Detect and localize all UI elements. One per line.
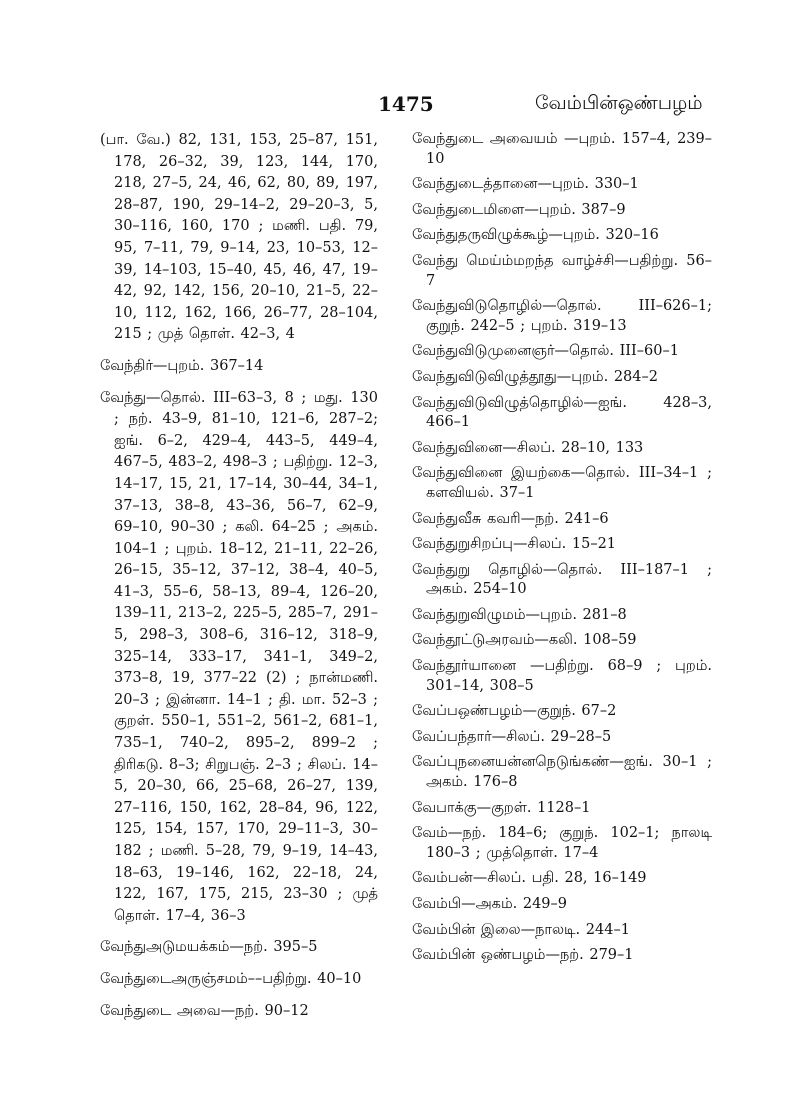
index-entry: வேந்துறுசிறப்பு—சிலப். 15–21 — [412, 536, 617, 553]
index-entry: வேந்துவினை—சிலப். 28–10, 133 — [412, 439, 644, 456]
index-entry: (பா. வே.) 82, 131, 153, 25–87, 151, 178, 26–32, 39, 123, 144, 170, 218, 27–5, 24, 46, 62, 80, 89, 197, 28–87, 190, 29–14–2, 29–20–3, 5, 30–116, 160, 170 ; மணி. பதி. 79, 95, 7–11, 79, 9–14, 23, 10–53, 12–39, 14–103, 15–40, 45, 46, 47, 19–42, 92, 142, 156, 20–10, 21–5, 22–10, 112, 162, 166, 26–77, 28–104, 215 ; முத் தொள். 42–3, 4 — [100, 132, 378, 343]
index-entry: வேந்து மெய்ம்மறந்த வாழ்ச்சி—பதிற்று. 56–7 — [412, 252, 712, 289]
index-entry: வேந்துடை அவையம் —புறம். 157–4, 239–10 — [412, 131, 712, 167]
index-entry: வேந்துவீசு கவரி—நற். 241–6 — [412, 510, 609, 527]
index-entry: வேந்துவிடுவிழுத்தூது—புறம். 284–2 — [412, 368, 658, 385]
index-entry: வேந்துஅடுமயக்கம்—நற். 395–5 — [100, 939, 318, 956]
index-entry: வேப்புநனையன்னநெடுங்கண்—ஐங். 30–1 ; அகம். 176–8 — [412, 754, 712, 791]
index-entry: வேந்துவிடுமுனைஞர்—தொல். III–60–1 — [412, 343, 679, 360]
left-column — [100, 130, 378, 1032]
index-entry: வேந்துடைமிளை—புறம். 387–9 — [412, 201, 626, 218]
page-header — [0, 92, 800, 122]
running-head: வேம்பின்ஒண்பழம் — [535, 92, 703, 114]
index-entry: வேப்பந்தார்—சிலப். 29–28–5 — [412, 728, 612, 745]
index-entry: வேந்துறு தொழில்—தொல். III–187–1 ; அகம். 254–10 — [412, 561, 712, 598]
index-entry: வேந்துறுவிழுமம்—புறம். 281–8 — [412, 606, 627, 623]
index-entry: வேந்தூர்யானை —பதிற்று. 68–9 ; புறம். 301–14, 308–5 — [412, 658, 712, 694]
index-entry: வேந்து—தொல். III–63–3, 8 ; மது. 130 ; நற். 43–9, 81–10, 121–6, 287–2; ஐங். 6–2, 429–4, 443–5, 449–4, 467–5, 483–2, 498–3 ; பதிற்று. 12–3, 14–17, 15, 21, 17–14, 30–44, 34–1, 37–13, 38–8, 43–36, 56–7, 62–9, 69–10, 90–30 ; கலி. 64–25 ; அகம். 104–1 ; புறம். 18–12, 21–11, 22–26, 26–15, 35–12, 37–12, 38–4, 40–5, 41–3, 55–6, 58–13, 89–4, 126–20, 139–11, 213–2, 225–5, 285–7, 291–5, 298–3, 308–6, 316–12, 318–9, 325–14, 333–17, 341–1, 349–2, 373–8, 19, 377–22 (2) ; நான்மணி. 20–3 ; இன்னா. 14–1 ; தி. மா. 52–3 ; குறள். 550–1, 551–2, 561–2, 681–1, 735–1, 740–2, 895–2, 899–2 ; திரிகடு. 8–3; சிறுபஞ். 2–3 ; சிலப். 14–5, 20–30, 66, 25–68, 26–27, 139, 27–116, 150, 162, 28–84, 96, 122, 125, 154, 157, 170, 29–11–3, 30–182 ; மணி. 5–28, 79, 9–19, 14–43, 18–63, 19–146, 162, 22–18, 24, 122, 167, 175, 215, 23–30 ; முத் தொள். 17–4, 36–3 — [100, 389, 378, 924]
index-entry: வேம்பின் ஒண்பழம்—நற். 279–1 — [412, 947, 634, 964]
index-entry: வேந்துடை அவை—நற். 90–12 — [100, 1002, 309, 1019]
index-entry: வேம்பன்—சிலப். பதி. 28, 16–149 — [412, 870, 647, 887]
index-entry: வேந்துவிடுவிழுத்தொழில்—ஐங். 428–3, 466–1 — [412, 394, 712, 431]
index-entry: வேந்துவிடுதொழில்—தொல். III–626–1; குறுந். 242–5 ; புறம். 319–13 — [412, 298, 712, 334]
index-entry: வேம்—நற். 184–6; குறுந். 102–1; நாலடி 180–3 ; முத்தொள். 17–4 — [412, 825, 712, 861]
index-entry: வேபாக்கு—குறள். 1128–1 — [412, 799, 591, 816]
index-entry: வேந்துடைஅருஞ்சமம்––பதிற்று. 40–10 — [100, 970, 362, 987]
index-entry: வேப்பஒண்பழம்—குறுந். 67–2 — [412, 703, 617, 720]
index-entry: வேந்தூட்டுஅரவம்—கலி. 108–59 — [412, 632, 637, 649]
index-entry: வேம்பி—அகம். 249–9 — [412, 896, 567, 912]
index-entry: வேம்பின் இலை—நாலடி. 244–1 — [412, 921, 630, 938]
index-entry: வேந்துவினை இயற்கை—தொல். III–34–1 ; களவியல். 37–1 — [412, 465, 712, 501]
index-entry: வேந்திர்—புறம். 367–14 — [100, 357, 264, 374]
right-column — [412, 130, 712, 972]
index-entry: வேந்துடைத்தானை—புறம். 330–1 — [412, 176, 639, 193]
page-number: 1475 — [378, 92, 434, 116]
index-entry: வேந்துதருவிழுக்கூழ்—புறம். 320–16 — [412, 227, 659, 244]
